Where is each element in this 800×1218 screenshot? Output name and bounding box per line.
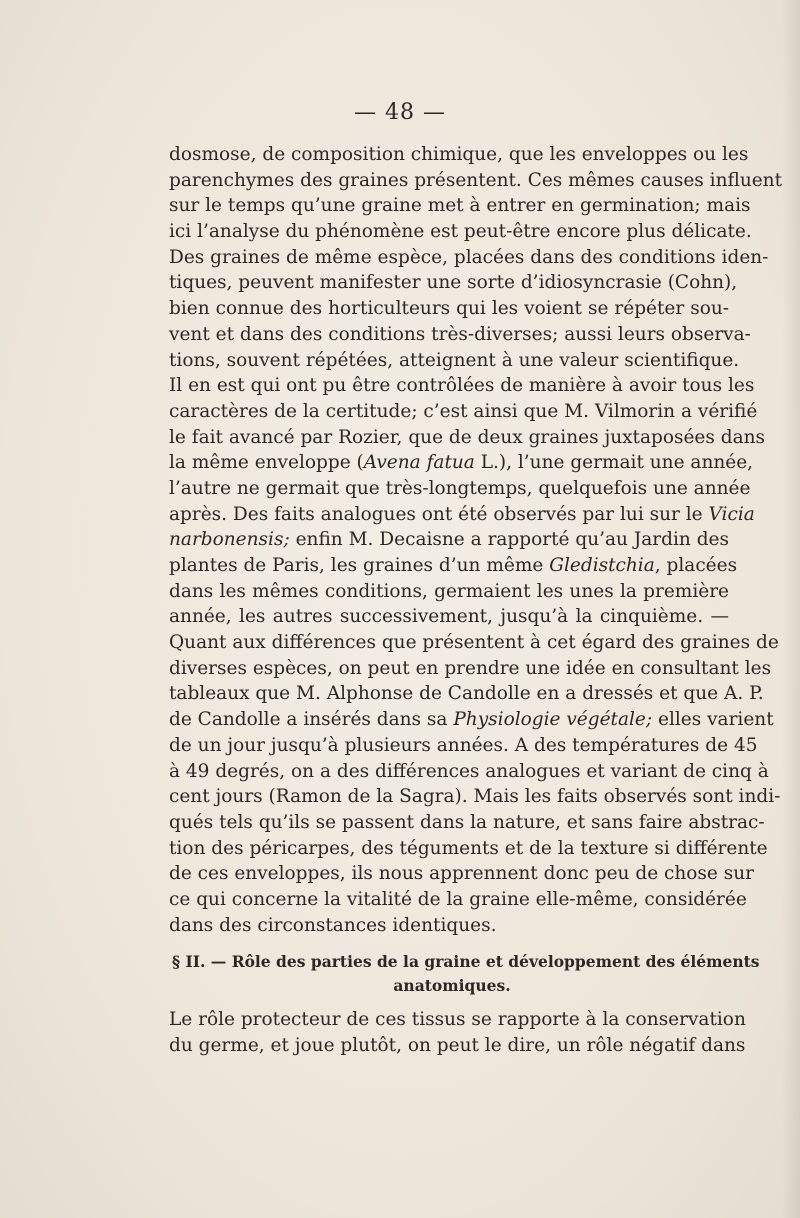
text-line: année, les autres successivement, jusqu’à la cinquième. — xyxy=(169,606,729,628)
text-line: sur le temps qu’une graine met à entrer en germination; mais xyxy=(169,195,751,217)
text-line: parenchymes des graines présentent. Ces mêmes causes influent xyxy=(169,169,783,191)
text-line: Des graines de même espèce, placées dans des conditions iden- xyxy=(169,246,769,268)
text-line: diverses espèces, on peut en prendre une idée en consultant les xyxy=(169,657,772,679)
section-heading xyxy=(172,950,760,998)
text-line xyxy=(169,707,774,733)
text-line: de un jour jusqu’à plusieurs années. A des températures de 45 xyxy=(169,734,758,756)
text-line xyxy=(169,502,755,528)
text-line: qués tels qu’ils se passent dans la nature, et sans faire abstrac- xyxy=(169,811,765,833)
text-line xyxy=(169,527,729,553)
text-line: à 49 degrés, on a des différences analogues et variant de cinq à xyxy=(169,760,769,782)
text-fragment: la même enveloppe ( xyxy=(169,452,364,474)
text-line xyxy=(169,450,754,476)
species-name-italic: narbonensis; xyxy=(169,529,290,551)
text-line: Quant aux différences que présentent à cet égard des graines de xyxy=(169,632,779,654)
text-line: tion des péricarpes, des téguments et de la texture si différente xyxy=(169,837,768,859)
species-name-italic: Vicia xyxy=(708,503,755,525)
text-line: tiques, peuvent manifester une sorte d’idiosyncrasie (Cohn), xyxy=(169,272,738,294)
section-heading-line: anatomiques. xyxy=(393,976,511,995)
text-line: tions, souvent répétées, atteignent à une valeur scientifique. xyxy=(169,349,740,371)
text-line: du germe, et joue plutôt, on peut le dire, un rôle négatif dans xyxy=(169,1034,746,1056)
text-fragment: L.), l’une germait une année, xyxy=(474,452,754,474)
text-fragment: plantes de Paris, les graines d’un même xyxy=(169,555,550,576)
text-line: ce qui concerne la vitalité de la graine elle-même, considérée xyxy=(169,888,747,910)
text-fragment: enfin M. Decaisne a rapporté qu’au Jardin des xyxy=(289,529,729,551)
text-line: dans des circonstances identiques. xyxy=(169,914,497,936)
paragraph-section xyxy=(169,1007,746,1058)
text-fragment: elles varient xyxy=(652,709,774,731)
text-line: caractères de la certitude; c’est ainsi que M. Vilmorin a vérifié xyxy=(169,400,758,422)
text-line: vent et dans des conditions très-diverses; aussi leurs observa- xyxy=(169,323,751,345)
text-line: ici l’analyse du phénomène est peut-être encore plus délicate. xyxy=(169,221,752,243)
page-edge-shadow xyxy=(782,0,800,1218)
text-line: l’autre ne germait que très-longtemps, quelquefois une année xyxy=(169,477,751,499)
text-line: le fait avancé par Rozier, que de deux graines juxtaposées dans xyxy=(169,426,766,448)
text-line: dosmose, de composition chimique, que les enveloppes ou les xyxy=(169,144,749,165)
text-line: Le rôle protecteur de ces tissus se rapporte à la conservation xyxy=(169,1009,746,1030)
text-line: dans les mêmes conditions, germaient les unes la première xyxy=(169,580,729,602)
page-number: — 48 — xyxy=(354,100,446,125)
text-fragment: après. Des faits analogues ont été observés par lui sur le xyxy=(169,503,709,525)
species-name-italic: Gledistchia xyxy=(549,555,655,576)
species-name-italic: Avena fatua xyxy=(363,452,475,474)
text-fragment: de Candolle a insérés dans sa xyxy=(169,709,454,731)
text-fragment: , placées xyxy=(654,555,738,576)
text-line: cent jours (Ramon de la Sagra). Mais les faits observés sont indi- xyxy=(169,786,781,808)
text-line: tableaux que M. Alphonse de Candolle en a dressés et que A. P. xyxy=(169,683,764,705)
paragraph-main xyxy=(169,142,783,938)
text-line xyxy=(169,553,738,579)
text-line: bien connue des horticulteurs qui les voient se répéter sou- xyxy=(169,298,729,320)
text-line: de ces enveloppes, ils nous apprennent donc peu de chose sur xyxy=(169,863,755,885)
section-heading-line: § II. — Rôle des parties de la graine et développement des éléments xyxy=(172,952,760,971)
book-title-italic: Physiologie végétale; xyxy=(453,709,653,731)
text-line: Il en est qui ont pu être contrôlées de manière à avoir tous les xyxy=(169,375,755,397)
